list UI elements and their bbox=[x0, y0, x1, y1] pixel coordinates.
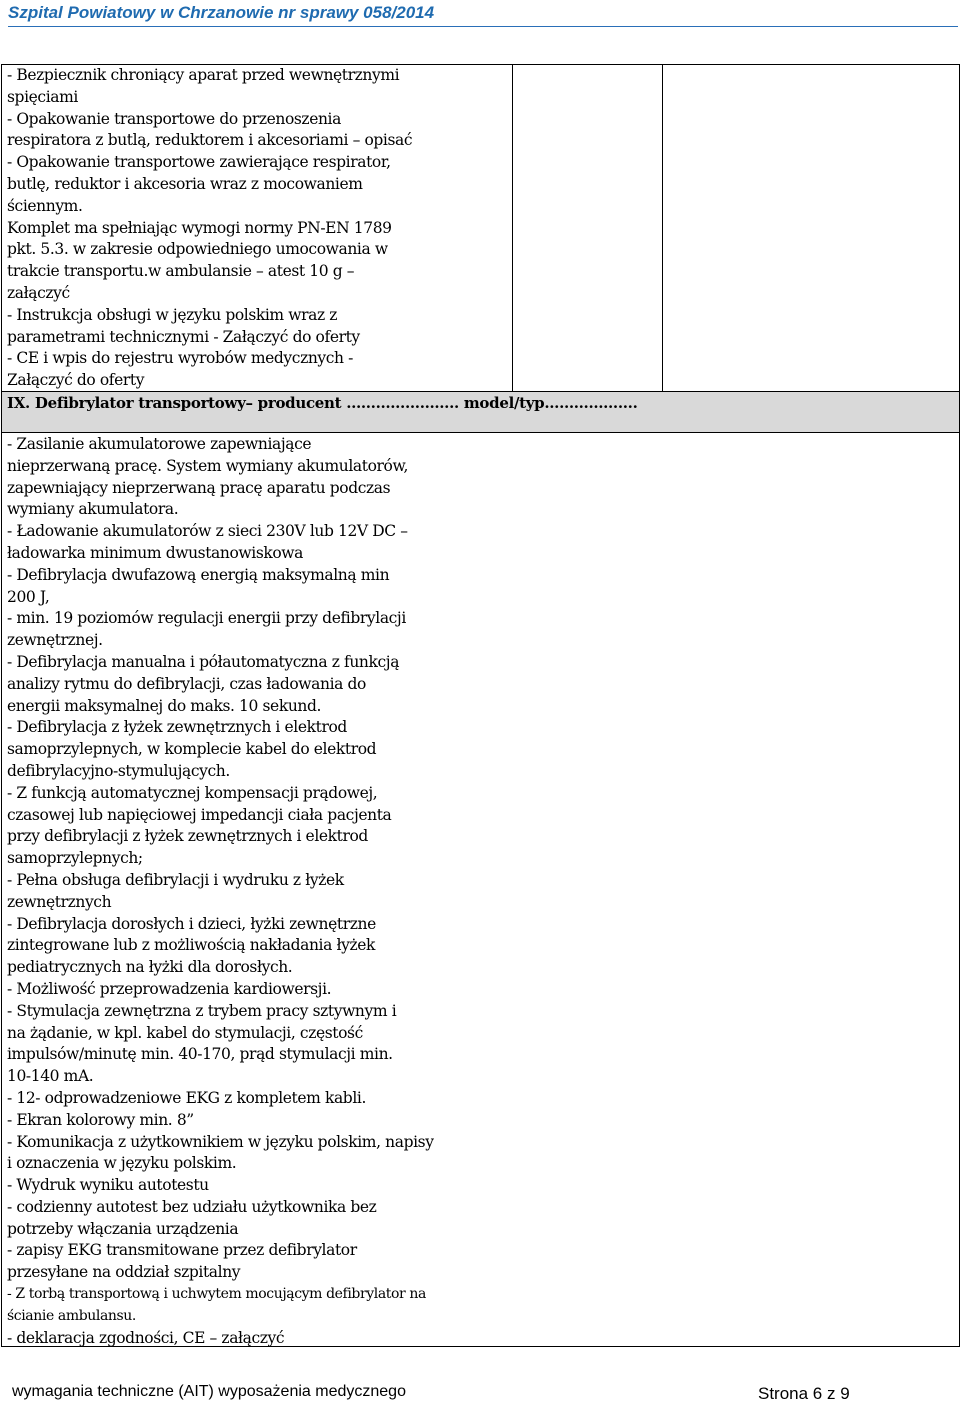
column-divider bbox=[662, 64, 663, 391]
header-title: Szpital Powiatowy w Chrzanowie nr sprawy 058/2014 bbox=[8, 3, 435, 22]
cell-line: - Defibrylacja dwufazową energią maksymalną min bbox=[7, 565, 390, 584]
cell-line: Komplet ma spełniając wymogi normy PN-EN 1789 bbox=[7, 218, 392, 237]
cell-line: wymiany akumulatora. bbox=[7, 500, 179, 519]
cell-line: ładowarka minimum dwustanowiskowa bbox=[7, 543, 304, 562]
cell-line: - Opakowanie transportowe do przenoszenia bbox=[7, 109, 341, 128]
cell-line: butlę, reduktor i akcesoria wraz z mocowaniem bbox=[7, 174, 363, 193]
cell-line: zintegrowane lub z możliwością nakładania łyżek bbox=[7, 936, 375, 955]
cell-line: samoprzylepnych; bbox=[7, 849, 143, 868]
cell-line: - Stymulacja zewnętrzna z trybem pracy sztywnym i bbox=[7, 1001, 397, 1020]
cell-line: 200 J, bbox=[7, 587, 50, 606]
cell-line: zapewniający nieprzerwaną pracę aparatu podczas bbox=[7, 478, 391, 497]
cell-line: załączyć bbox=[7, 283, 70, 302]
cell-line: - Wydruk wyniku autotestu bbox=[7, 1176, 209, 1195]
cell-line: - Z funkcją automatycznej kompensacji prądowej, bbox=[7, 783, 378, 802]
cell-line: defibrylacyjno-stymulujących. bbox=[7, 761, 230, 780]
footer-page-number: Strona 6 z 9 bbox=[758, 1384, 850, 1403]
cell-line: - Zasilanie akumulatorowe zapewniające bbox=[7, 435, 312, 453]
cell-line: - Bezpiecznik chroniący aparat przed wewnętrznymi bbox=[7, 66, 400, 84]
cell-line: samoprzylepnych, w komplecie kabel do elektrod bbox=[7, 740, 377, 759]
cell-line: - Instrukcja obsługi w języku polskim wraz z bbox=[7, 305, 338, 324]
cell-line: zewnętrznej. bbox=[7, 631, 103, 650]
cell-line: - Opakowanie transportowe zawierające respirator, bbox=[7, 153, 391, 172]
cell-line: - Defibrylacja dorosłych i dzieci, łyżki zewnętrzne bbox=[7, 914, 376, 933]
cell-line: respiratora z butlą, reduktorem i akcesoriami – opisać bbox=[7, 131, 413, 150]
cell-line: parametrami technicznymi - Załączyć do oferty bbox=[7, 327, 360, 346]
cell-line: trakcie transportu.w ambulansie – atest 10 g – bbox=[7, 262, 355, 281]
cell-line: - CE i wpis do rejestru wyrobów medycznych - bbox=[7, 349, 353, 368]
first-cell-text bbox=[7, 65, 537, 392]
cell-line: przesyłane na oddział szpitalny bbox=[7, 1263, 241, 1282]
cell-line: - 12- odprowadzeniowe EKG z kompletem kabli. bbox=[7, 1088, 366, 1107]
cell-line: pkt. 5.3. w zakresie odpowiedniego umocowania w bbox=[7, 240, 388, 259]
cell-line: ściennym. bbox=[7, 196, 83, 215]
cell-line: potrzeby włączania urządzenia bbox=[7, 1219, 239, 1238]
cell-line: - Z torbą transportową i uchwytem mocującym defibrylator na bbox=[7, 1286, 426, 1303]
page-header bbox=[8, 0, 958, 27]
footer-document-title: wymagania techniczne (AIT) wyposażenia medycznego bbox=[12, 1383, 406, 1400]
cell-line: - zapisy EKG transmitowane przez defibrylator bbox=[7, 1241, 357, 1260]
cell-line: - codzienny autotest bez udziału użytkownika bez bbox=[7, 1197, 377, 1216]
cell-line: - deklaracja zgodności, CE – załączyć bbox=[7, 1328, 285, 1347]
table-left-border bbox=[1, 64, 2, 1347]
cell-line: ścianie ambulansu. bbox=[7, 1307, 136, 1324]
cell-line: 10-140 mA. bbox=[7, 1067, 94, 1086]
cell-line: Załączyć do oferty bbox=[7, 371, 145, 390]
cell-line: - Komunikacja z użytkownikiem w języku polskim, napisy bbox=[7, 1132, 434, 1151]
cell-line: - Możliwość przeprowadzenia kardiowersji. bbox=[7, 979, 332, 998]
cell-line: - Ekran kolorowy min. 8” bbox=[7, 1110, 194, 1129]
cell-line: - Pełna obsługa defibrylacji i wydruku z łyżek bbox=[7, 870, 344, 889]
second-cell-text bbox=[7, 434, 537, 1349]
cell-line: impulsów/minutę min. 40-170, prąd stymulacji min. bbox=[7, 1045, 393, 1064]
cell-line: czasowej lub napięciowej impedancji ciała pacjenta bbox=[7, 805, 392, 824]
cell-line: spięciami bbox=[7, 87, 78, 106]
cell-line: nieprzerwaną pracę. System wymiany akumulatorów, bbox=[7, 456, 409, 475]
cell-line: pediatrycznych na łyżki dla dorosłych. bbox=[7, 958, 293, 977]
cell-line: - Defibrylacja manualna i półautomatyczna z funkcją bbox=[7, 652, 400, 671]
cell-line: na żądanie, w kpl. kabel do stymulacji, częstość bbox=[7, 1023, 363, 1042]
cell-line: zewnętrznych bbox=[7, 892, 112, 911]
cell-line: - Defibrylacja z łyżek zewnętrznych i elektrod bbox=[7, 718, 347, 737]
cell-line: i oznaczenia w języku polskim. bbox=[7, 1154, 237, 1173]
cell-line: - min. 19 poziomów regulacji energii przy defibrylacji bbox=[7, 609, 406, 628]
section-title: IX. Defibrylator transportowy– producent ………………….. model/typ………………. bbox=[7, 394, 638, 412]
cell-line: - Ładowanie akumulatorów z sieci 230V lub 12V DC – bbox=[7, 522, 408, 541]
cell-line: analizy rytmu do defibrylacji, czas ładowania do bbox=[7, 674, 366, 693]
cell-line: energii maksymalnej do maks. 10 sekund. bbox=[7, 696, 322, 715]
cell-line: przy defibrylacji z łyżek zewnętrznych i elektrod bbox=[7, 827, 368, 846]
row-divider bbox=[1, 432, 960, 433]
